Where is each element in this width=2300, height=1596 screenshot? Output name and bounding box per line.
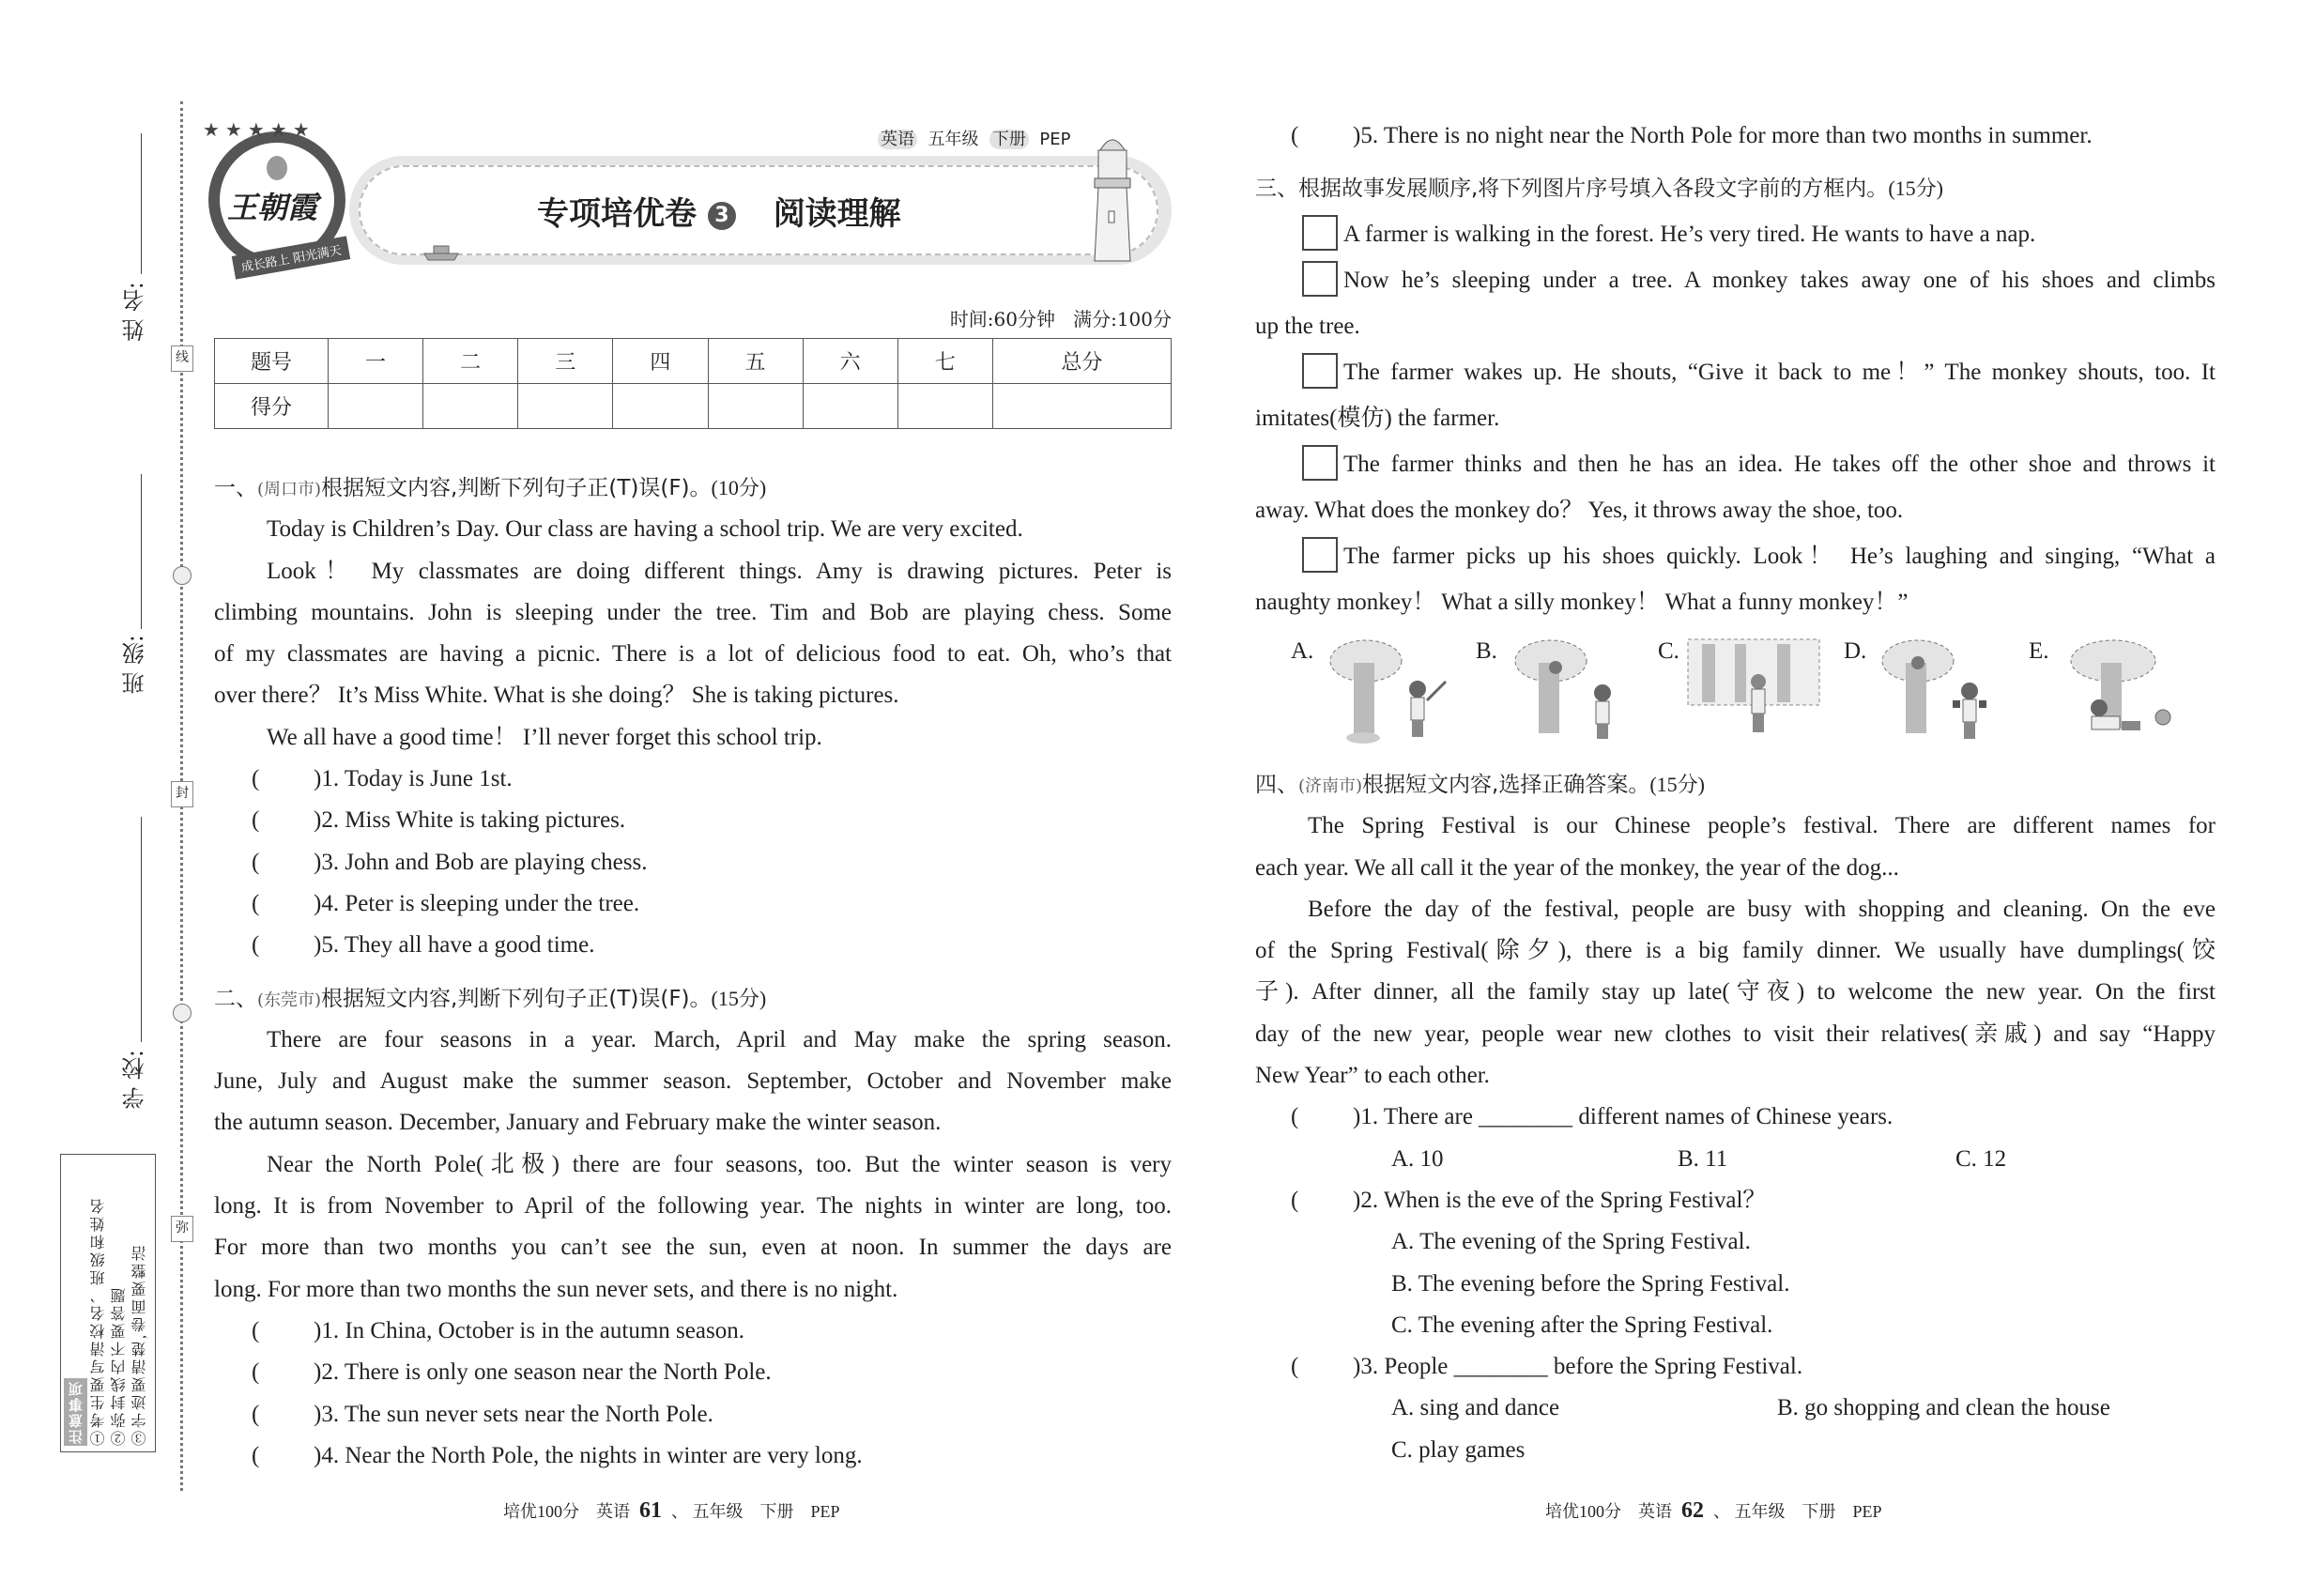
- section-score: (15分): [1888, 176, 1943, 200]
- class-field[interactable]: [141, 474, 142, 629]
- answer-blank[interactable]: (: [252, 1401, 260, 1427]
- class-label: 班 级:: [122, 635, 148, 695]
- ship-icon: [422, 235, 460, 261]
- logo-brand: 王朝霞: [227, 190, 318, 225]
- line-text: June, July and August make the summer season. September, October and November make: [214, 1068, 1172, 1095]
- section4: [1255, 764, 2216, 1471]
- section-instruction: 根据短文内容,判断下列句子正(T)误(F)。: [321, 476, 712, 500]
- section3: [1255, 165, 2216, 625]
- item-text: )3. John and Bob are playing chess.: [314, 849, 648, 875]
- line-text: long. For more than two months the sun never sets, and there is no night.: [214, 1276, 898, 1302]
- seal-marker-feng: 封: [171, 781, 193, 807]
- section3-heading: [1255, 165, 2216, 211]
- text-line: [1255, 395, 2216, 441]
- tf-items: [214, 1311, 1172, 1477]
- tf-item: [214, 883, 1172, 925]
- item-label: 2. There is only one season near the North Pole.: [321, 1359, 772, 1386]
- question-2-option-c[interactable]: [1255, 1305, 2216, 1346]
- page-number: 62: [1681, 1498, 1704, 1523]
- subject-title: 阅读理解: [773, 195, 901, 233]
- text-line: [1255, 533, 2216, 579]
- section-instruction: 根据短文内容,判断下列句子正(T)误(F)。: [321, 986, 712, 1011]
- line-text: the autumn season. December, January and February make the winter season.: [214, 1110, 942, 1136]
- question-2-option-b[interactable]: [1255, 1264, 2216, 1305]
- text-line: [214, 1061, 1172, 1102]
- answer-box[interactable]: [1302, 215, 1338, 251]
- score-cell[interactable]: [518, 384, 613, 429]
- name-field[interactable]: [141, 133, 142, 274]
- tf-items: [214, 759, 1172, 966]
- story-paragraph: [1255, 441, 2216, 533]
- picture-a: [1324, 635, 1464, 747]
- answer-blank[interactable]: (: [252, 1359, 260, 1386]
- footer-book: 培优100分 英语: [503, 1502, 630, 1521]
- picture-label: A.: [1291, 638, 1314, 664]
- picture-d: [1876, 635, 2016, 747]
- item-label: 1. Today is June 1st.: [321, 766, 513, 792]
- line-text: Near the North Pole(北极) there are four seasons, too. But the winter season is very: [267, 1151, 1172, 1177]
- line-text: The farmer wakes up. He shouts, “Give it back to me！” The monkey shouts, too. It: [1343, 360, 2216, 385]
- answer-blank[interactable]: (: [1291, 1104, 1299, 1130]
- question-label: 2. When is the eve of the Spring Festival？: [1360, 1187, 1767, 1213]
- option-a[interactable]: A. 10: [1391, 1145, 1444, 1172]
- text-line: [1255, 1014, 2216, 1055]
- item-text: )4. Peter is sleeping under the tree.: [314, 890, 640, 916]
- line-text: We all have a good time！ I’ll never forget this school trip.: [267, 724, 822, 750]
- question-3-options: [1255, 1388, 2216, 1429]
- answer-box[interactable]: [1302, 353, 1338, 389]
- question-1: [1255, 1097, 2216, 1138]
- answer-blank[interactable]: (: [252, 932, 260, 959]
- tf-item: [214, 842, 1172, 883]
- score-cell[interactable]: [897, 384, 992, 429]
- tf-item: [214, 1394, 1172, 1435]
- text-line: [1255, 806, 2216, 847]
- picture-label: C.: [1658, 638, 1679, 664]
- item-label: 2. Miss White is taking pictures.: [321, 807, 626, 834]
- line-text: of my classmates are having a picnic. There is a lot of delicious food to eat. Oh, who’s that: [214, 641, 1172, 668]
- answer-blank[interactable]: (: [252, 849, 260, 875]
- notice-item: ②弥封线内不要答题: [112, 1285, 128, 1446]
- subject-tags: [878, 126, 1070, 150]
- lighthouse-icon: [1080, 122, 1145, 263]
- tf-item: [214, 1435, 1172, 1477]
- header-cell: 一: [329, 339, 423, 384]
- section-instruction: 根据短文内容,选择正确答案。: [1362, 773, 1650, 797]
- score-cell[interactable]: [613, 384, 708, 429]
- page-number: 61: [639, 1498, 662, 1523]
- footer-edition: 、 五年级 下册 PEP: [671, 1502, 840, 1521]
- question-3-option-c[interactable]: [1255, 1430, 2216, 1471]
- section-region: (济南市): [1298, 776, 1363, 796]
- tag-grade: 五年级: [928, 130, 979, 149]
- title-number: 3: [708, 202, 736, 230]
- option-c[interactable]: C. The evening after the Spring Festival.: [1391, 1312, 1773, 1338]
- school-field[interactable]: [141, 817, 142, 1042]
- page-title: [537, 188, 901, 234]
- line-text: The farmer picks up his shoes quickly. Look！ He’s laughing and singing, “What a: [1343, 544, 2216, 569]
- answer-blank[interactable]: (: [252, 1442, 260, 1468]
- text-line: [214, 1020, 1172, 1061]
- tag-subject: 英语: [878, 130, 917, 149]
- story-paragraph: [1255, 211, 2216, 257]
- question-label: 1. There are ________ different names of Chinese years.: [1360, 1104, 1894, 1130]
- answer-blank[interactable]: (: [1291, 1354, 1299, 1380]
- binding-hole: [173, 1004, 192, 1022]
- text-line: [1255, 441, 2216, 487]
- section-instruction: 根据故事发展顺序,将下列图片序号填入各段文字前的方框内。: [1298, 176, 1889, 201]
- section-number: 二、: [214, 986, 257, 1011]
- text-line: [214, 1186, 1172, 1227]
- section-number: 四、: [1255, 773, 1298, 797]
- row-label: 得分: [215, 384, 329, 429]
- line-text: each year. We all call it the year of the monkey, the year of the dog...: [1255, 854, 1899, 881]
- line-text: Before the day of the festival, people are busy with shopping and cleaning. On the eve: [1308, 896, 2216, 922]
- score-cell[interactable]: [708, 384, 803, 429]
- item-text: )4. Near the North Pole, the nights in winter are very long.: [314, 1442, 863, 1468]
- line-text: Look！ My classmates are doing different things. Amy is drawing pictures. Peter is: [267, 558, 1172, 584]
- text-line: [214, 509, 1172, 550]
- line-text: 子). After dinner, all the family stay up late(守夜) to welcome the new year. On the first: [1255, 979, 2216, 1005]
- section-number: 一、: [214, 476, 257, 500]
- picture-label: E.: [2029, 638, 2049, 664]
- star-icon: ★★★★★: [203, 120, 315, 141]
- picture-e: [2062, 635, 2202, 747]
- notice-title: 注意事项: [64, 1378, 87, 1446]
- score-cell[interactable]: [423, 384, 518, 429]
- item-text: )5. They all have a good time.: [314, 932, 595, 959]
- answer-box[interactable]: [1302, 445, 1338, 481]
- item-text: )3. The sun never sets near the North Pole.: [314, 1401, 713, 1427]
- text-line: [1255, 257, 2216, 303]
- question-2-option-a[interactable]: [1255, 1221, 2216, 1263]
- header-cell: 五: [708, 339, 803, 384]
- answer-blank[interactable]: (: [1291, 1187, 1299, 1213]
- tf-item: [214, 925, 1172, 966]
- story-paragraph: [1255, 257, 2216, 349]
- tf-item: [214, 1311, 1172, 1352]
- item-text: )1. Today is June 1st.: [314, 766, 513, 792]
- section-score: (15分): [711, 986, 767, 1010]
- notice-items: [89, 1164, 151, 1446]
- notice-box: [60, 1154, 156, 1452]
- header-cell: 六: [803, 339, 897, 384]
- story-paragraph: [1255, 533, 2216, 625]
- tag-volume: 下册: [989, 130, 1029, 149]
- question-3: [1255, 1346, 2216, 1388]
- item-label: 1. In China, October is in the autumn season.: [321, 1317, 744, 1343]
- picture-label: B.: [1476, 638, 1497, 664]
- header-cell: 七: [897, 339, 992, 384]
- passage-paragraph: [214, 1020, 1172, 1144]
- passage-paragraph: [1255, 806, 2216, 889]
- answer-blank[interactable]: (: [252, 890, 260, 916]
- text-line: [214, 1227, 1172, 1268]
- question-label: 3. People ________ before the Spring Festival.: [1360, 1354, 1803, 1380]
- text-line: [1255, 579, 2216, 625]
- answer-blank[interactable]: (: [252, 766, 260, 792]
- option-a[interactable]: A. sing and dance: [1391, 1395, 1560, 1421]
- seal-marker-xian: 线: [171, 345, 193, 372]
- binding-hole: [173, 566, 192, 585]
- passage-paragraph: [214, 1144, 1172, 1311]
- item-label: 3. John and Bob are playing chess.: [321, 849, 648, 875]
- line-text: over there？ It’s Miss White. What is she doing？ She is taking pictures.: [214, 683, 899, 709]
- header-cell: 题号: [215, 339, 329, 384]
- line-text: long. It is from November to April of the following year. The nights in winter are long, too.: [214, 1193, 1172, 1220]
- story-paragraph: [1255, 349, 2216, 441]
- score-cell[interactable]: [803, 384, 897, 429]
- logo-avatar: [267, 156, 287, 180]
- text-line: [1255, 349, 2216, 395]
- item-label: 5. There is no night near the North Pole for more than two months in summer.: [1360, 123, 2093, 148]
- option-b[interactable]: B. 11: [1678, 1145, 1728, 1172]
- item-text: )5. There is no night near the North Pole for more than two months in summer.: [1353, 123, 2093, 148]
- score-cell[interactable]: [992, 384, 1171, 429]
- line-text: The farmer thinks and then he has an idea. He takes off the other shoe and throws it: [1343, 452, 2216, 477]
- section-score: (10分): [711, 476, 767, 499]
- text-line: [1255, 487, 2216, 533]
- picture-c: [1683, 635, 1824, 747]
- answer-box[interactable]: [1302, 537, 1338, 573]
- line-text: day of the new year, people wear new clothes to visit their relatives(亲戚) and say “Happy: [1255, 1021, 2216, 1047]
- header-cell: 四: [613, 339, 708, 384]
- option-b[interactable]: B. The evening before the Spring Festival.: [1391, 1270, 1790, 1297]
- text-line: [1255, 1055, 2216, 1097]
- section2-heading: [214, 978, 1172, 1020]
- section4-heading: [1255, 764, 2216, 806]
- question-text: )1. There are ________ different names of Chinese years.: [1353, 1104, 1894, 1130]
- section-score: (15分): [1649, 773, 1706, 796]
- item-text: )2. There is only one season near the North Pole.: [314, 1359, 772, 1386]
- item-text: )1. In China, October is in the autumn season.: [314, 1317, 744, 1343]
- exam-info: [950, 304, 1172, 331]
- answer-blank[interactable]: (: [252, 807, 260, 834]
- tf-item: [214, 1352, 1172, 1393]
- item-text: )2. Miss White is taking pictures.: [314, 807, 626, 834]
- text-line: [214, 551, 1172, 592]
- score-table-header-row: [215, 339, 1172, 384]
- question-1-options: [1255, 1139, 2216, 1180]
- score-table: [214, 338, 1172, 429]
- text-line: [1255, 930, 2216, 972]
- text-line: [1255, 211, 2216, 257]
- question-text: )2. When is the eve of the Spring Festival？: [1353, 1187, 1767, 1213]
- picture-label: D.: [1844, 638, 1867, 664]
- section-region: (东莞市): [257, 990, 322, 1010]
- tf-item: [214, 759, 1172, 800]
- line-text: of the Spring Festival(除夕), there is a big family dinner. We usually have dumplings(饺: [1255, 938, 2216, 964]
- text-line: [214, 592, 1172, 634]
- passage-paragraph: [1255, 889, 2216, 1097]
- left-column: [214, 468, 1172, 1477]
- section-number: 三、: [1255, 176, 1298, 201]
- text-line: [214, 1269, 1172, 1311]
- text-line: [214, 1102, 1172, 1143]
- text-line: [1255, 889, 2216, 930]
- text-line: [214, 1144, 1172, 1186]
- footer-right: [1545, 1498, 1882, 1524]
- question-text: )3. People ________ before the Spring Festival.: [1353, 1354, 1803, 1380]
- footer-book: 培优100分 英语: [1545, 1502, 1672, 1521]
- option-a[interactable]: A. The evening of the Spring Festival.: [1391, 1229, 1751, 1255]
- score-cell[interactable]: [329, 384, 423, 429]
- option-c[interactable]: C. play games: [1391, 1436, 1526, 1463]
- footer-edition: 、 五年级 下册 PEP: [1713, 1502, 1882, 1521]
- item-label: 3. The sun never sets near the North Pole.: [321, 1401, 713, 1427]
- line-text: away. What does the monkey do？ Yes, it throws away the shoe, too.: [1255, 498, 1904, 523]
- line-text: imitates(模仿) the farmer.: [1255, 406, 1500, 431]
- tag-edition: PEP: [1039, 130, 1071, 149]
- right-column-top: [1255, 115, 2216, 157]
- option-c[interactable]: C. 12: [1955, 1145, 2007, 1172]
- notice-item: ①考生要写清校名、班级和姓名: [91, 1196, 107, 1446]
- question-2: [1255, 1180, 2216, 1221]
- text-line: [1255, 303, 2216, 349]
- passage-paragraph: [214, 509, 1172, 550]
- footer-left: [503, 1498, 840, 1524]
- tf-item: [1255, 115, 2216, 157]
- line-text: naughty monkey！ What a silly monkey！ What a funny monkey！”: [1255, 590, 1909, 615]
- text-line: [1255, 848, 2216, 889]
- notice-item: ③字迹要清楚,卷面要整洁: [132, 1243, 148, 1446]
- picture-row: [0, 631, 2300, 748]
- time-limit: 时间:60分钟: [949, 308, 1055, 330]
- line-text: climbing mountains. John is sleeping under the tree. Tim and Bob are playing chess. Some: [214, 599, 1172, 625]
- score-table-score-row: [215, 384, 1172, 429]
- line-text: For more than two months you can’t see the sun, even at noon. In summer the days are: [214, 1235, 1172, 1261]
- line-text: Now he’s sleeping under a tree. A monkey takes away one of his shoes and climbs: [1343, 268, 2216, 293]
- name-label: 姓 名:: [122, 282, 148, 342]
- header-cell: 总分: [992, 339, 1171, 384]
- picture-b: [1509, 635, 1649, 747]
- answer-blank[interactable]: (: [252, 1317, 260, 1343]
- item-label: 4. Peter is sleeping under the tree.: [321, 890, 640, 916]
- title-text: 专项培优卷: [537, 195, 697, 233]
- item-label: 4. Near the North Pole, the nights in winter are very long.: [321, 1442, 863, 1468]
- tf-item: [214, 800, 1172, 841]
- text-line: [1255, 972, 2216, 1013]
- line-text: The Spring Festival is our Chinese people’s festival. There are different names for: [1308, 813, 2216, 839]
- line-text: There are four seasons in a year. March, April and May make the spring season.: [267, 1026, 1172, 1052]
- item-label: 5. They all have a good time.: [321, 932, 595, 959]
- header-cell: 二: [423, 339, 518, 384]
- option-b[interactable]: B. go shopping and clean the house: [1777, 1395, 2110, 1421]
- logo-ribbon: 成长路上 阳光满天: [232, 236, 351, 279]
- answer-blank[interactable]: (: [1291, 123, 1299, 148]
- section-region: (周口市): [257, 480, 322, 499]
- line-text: Today is Children’s Day. Our class are having a school trip. We are very excited.: [267, 516, 1023, 543]
- seal-marker-mi: 弥: [171, 1216, 193, 1242]
- line-text: up the tree.: [1255, 314, 1360, 339]
- line-text: A farmer is walking in the forest. He’s very tired. He wants to have a nap.: [1343, 222, 2036, 247]
- answer-box[interactable]: [1302, 261, 1338, 297]
- full-score: 满分:100分: [1073, 308, 1172, 330]
- school-label: 学 校:: [122, 1050, 148, 1110]
- line-text: New Year” to each other.: [1255, 1063, 1490, 1089]
- header-cell: 三: [518, 339, 613, 384]
- section1-heading: [214, 468, 1172, 509]
